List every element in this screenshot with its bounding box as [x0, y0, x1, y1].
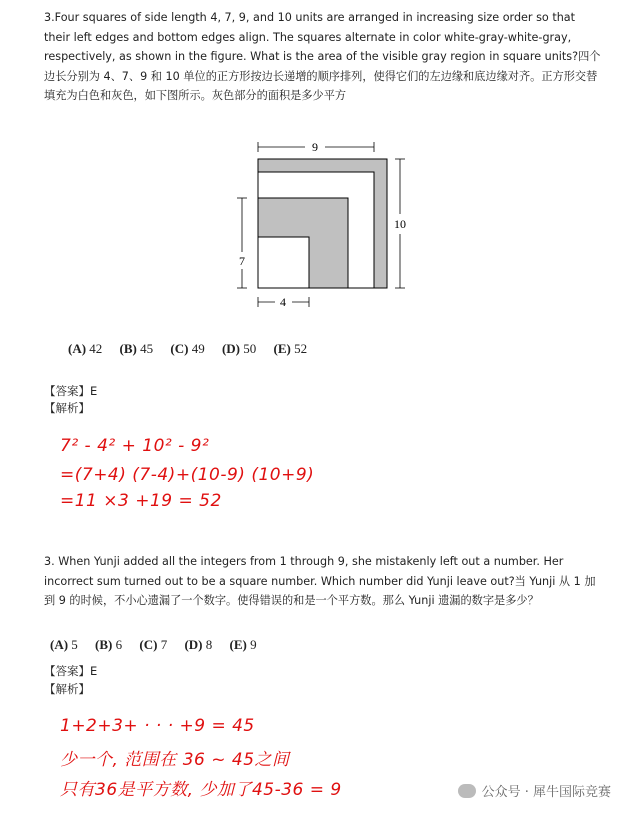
watermark-text: 公众号 · 犀牛国际竞赛 — [481, 785, 611, 800]
choice-b[interactable]: (B) 6 — [95, 637, 123, 652]
dimension-4 — [258, 297, 309, 307]
question-1-text: 3.Four squares of side length 4, 7, 9, and 10 units are arranged in increasing size order so that their left edges and bottom edges align. The squares alternate in color white-gray-white-gray, respectively, as shown in the figure. What is the area of the visible gray region in square units?四个边长分别为 4、7、9 和 10 单位的正方形按边长递增的顺序排列，使得它们的左边缘和底边缘对齐。正方形交替填充为白色和灰色，如下图所示。灰色部分的面积是多少平方 — [44, 11, 601, 102]
dimension-7 — [237, 198, 247, 288]
question-2-analysis-label: 【解析】 — [44, 682, 90, 696]
choice-b[interactable]: (B) 45 — [119, 341, 154, 356]
wechat-icon — [458, 784, 476, 798]
dimension-9-label: 9 — [312, 140, 318, 154]
question-2-handwriting-line-1: 1+2+3+ · · · +9 = 45 — [60, 716, 255, 736]
square-4-white — [258, 237, 309, 288]
question-1-handwriting-line-3: =11 ×3 +19 = 52 — [60, 491, 222, 511]
question-2-handwriting-line-2: 少一个, 范围在 36 ~ 45之间 — [60, 750, 290, 770]
choice-a[interactable]: (A) 5 — [50, 637, 78, 652]
question-1-choices — [68, 341, 321, 357]
question-1-analysis-label: 【解析】 — [44, 401, 90, 415]
square-10-gray — [258, 159, 387, 288]
dimension-10-label: 10 — [394, 217, 406, 231]
question-2-answer: 【答案】E — [44, 664, 98, 678]
dimension-9 — [258, 142, 374, 152]
choice-c[interactable]: (C) 7 — [139, 637, 168, 652]
question-1-handwriting-line-1: 7² - 4² + 10² - 9² — [60, 436, 210, 456]
question-2-text: 3. When Yunji added all the integers from 1 through 9, she mistakenly left out a number. Her incorrect sum turned out to be a square number. Which number did Yunji leave out?当 Yunji 从 1 加到 9 的时候，不小心遗漏了一个数字。使得错误的和是一个平方数。那么 Yunji 遗漏的数字是多少？ — [44, 555, 596, 607]
square-9-white — [258, 172, 374, 288]
square-7-gray — [258, 198, 348, 288]
dimension-4-label: 4 — [280, 295, 286, 309]
question-1-answer: 【答案】E — [44, 384, 98, 398]
choice-d[interactable]: (D) 50 — [221, 341, 257, 356]
choice-d[interactable]: (D) 8 — [184, 637, 213, 652]
choice-e[interactable]: (E) 9 — [229, 637, 257, 652]
dimension-7-label: 7 — [239, 254, 245, 268]
choice-e[interactable]: (E) 52 — [273, 341, 308, 356]
question-2-handwriting-line-3: 只有36是平方数, 少加了45-36 = 9 — [60, 780, 342, 800]
question-2-choices — [50, 637, 271, 653]
watermark — [458, 781, 611, 800]
dimension-10 — [395, 159, 405, 288]
question-1-handwriting-line-2: =(7+4) (7-4)+(10-9) (10+9) — [60, 465, 315, 485]
choice-c[interactable]: (C) 49 — [170, 341, 205, 356]
choice-a[interactable]: (A) 42 — [68, 341, 103, 356]
